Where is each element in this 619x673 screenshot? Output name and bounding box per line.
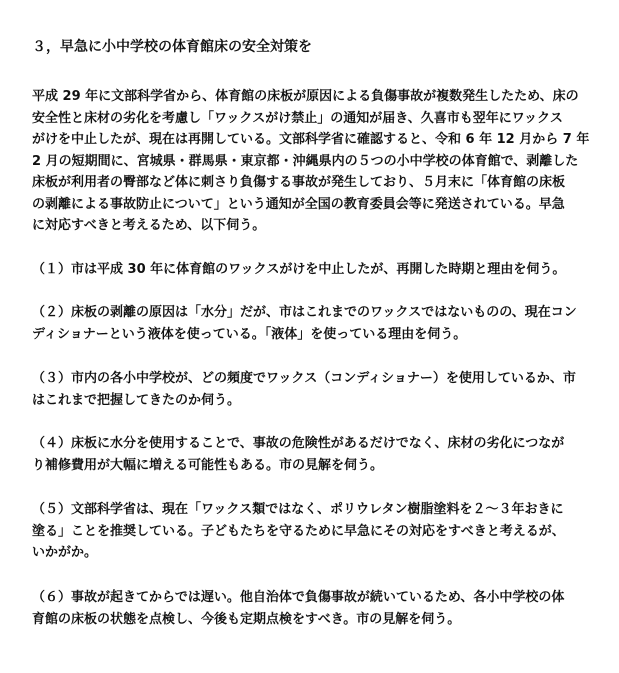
question-4 — [32, 433, 602, 476]
intro-line: 2 月の短期間に、宮城県・群馬県・東京都・沖縄県内の５つの小中学校の体育館で、剥離した — [32, 153, 579, 169]
question-line: （１）市は平成 30 年に体育館のワックスがけを中止したが、再開した時期と理由を伺う。 — [32, 262, 566, 277]
question-line: （２）床板の剥離の原因は「水分」だが、市はこれまでのワックスではないものの、現在コン — [32, 305, 577, 320]
question-line: り補修費用が大幅に増える可能性もある。市の見解を伺う。 — [32, 457, 384, 473]
question-line: 塗る」ことを推奨している。子どもたちを守るために早急にその対応をすべきと考えるが、 — [32, 523, 565, 539]
question-line: いかがか。 — [32, 545, 98, 560]
question-3 — [32, 368, 602, 411]
question-line: （３）市内の各小中学校が、どの頻度でワックス（コンディショナー）を使用しているか、市 — [32, 371, 576, 386]
question-2 — [32, 302, 602, 345]
question-line: （６）事故が起きてからでは遅い。他自治体で負傷事故が続いているため、各小中学校の体 — [32, 590, 565, 605]
question-line: （５）文部科学省は、現在「ワックス類ではなく、ポリウレタン樹脂塗料を２～３年おきに — [32, 502, 564, 517]
question-line: 育館の床板の状態を点検し、今後も定期点検をすべき。市の見解を伺う。 — [32, 611, 461, 627]
intro-line: がけを中止したが、現在は再開している。文部科学省に確認すると、令和 6 年 12 月から 7 年 — [32, 132, 590, 147]
question-6 — [32, 587, 602, 630]
intro-line: に対応すべきと考えるため、以下伺う。 — [32, 218, 266, 233]
intro-paragraph — [32, 86, 602, 237]
intro-line: 安全性と床材の劣化を考慮し「ワックスがけ禁止」の通知が届き、久喜市も翌年にワックス — [32, 110, 563, 126]
question-5 — [32, 499, 602, 564]
section-heading: ３，早急に小中学校の体育館床の安全対策を — [32, 39, 312, 55]
question-line: はこれまで把握してきたのか伺う。 — [32, 392, 241, 408]
intro-line: 床板が利用者の臀部など体に刺さり負傷する事故が発生しており、５月末に「体育館の床板 — [32, 175, 566, 190]
question-line: （４）床板に水分を使用することで、事故の危険性があるだけでなく、床材の劣化につなが — [32, 436, 565, 451]
intro-line: 平成 29 年に文部科学省から、体育館の床板が原因による負傷事故が複数発生したため、床の — [32, 89, 579, 104]
question-1 — [32, 259, 602, 281]
question-line: ディショナーという液体を使っている。「液体」を使っている理由を伺う。 — [32, 326, 467, 342]
intro-line: の剥離による事故防止について」という通知が全国の教育委員会等に発送されている。早急 — [32, 196, 565, 212]
